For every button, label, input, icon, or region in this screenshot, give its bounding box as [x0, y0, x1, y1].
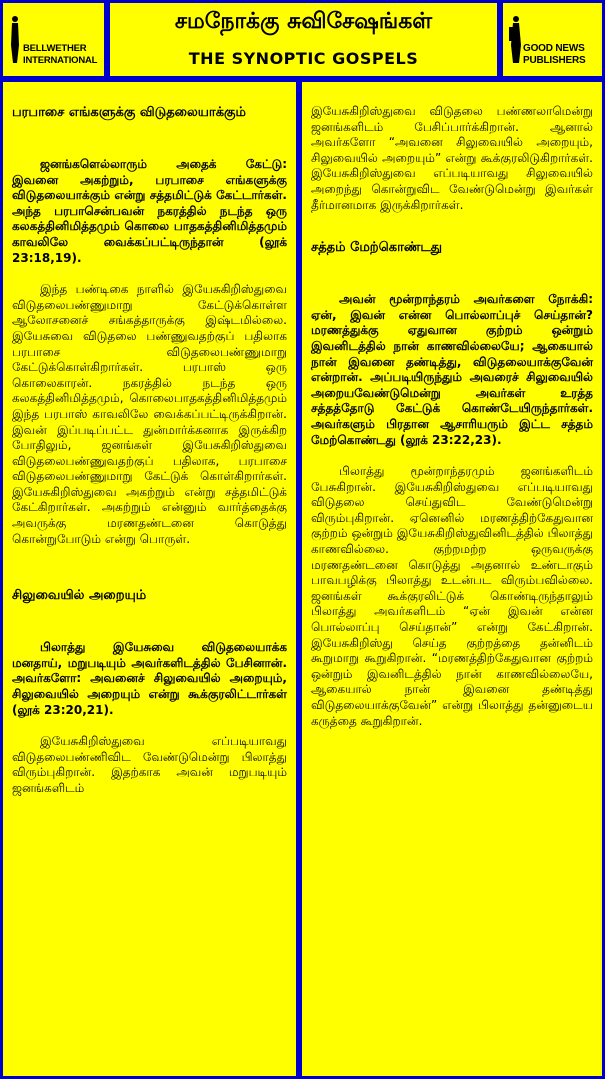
- publisher-logo-right: [503, 3, 602, 76]
- figure-icon: [509, 15, 523, 65]
- right-column: [302, 82, 602, 1076]
- publisher-logo-left: [3, 3, 104, 76]
- left-column-text: [3, 104, 296, 797]
- logo-line-1: BELLWETHER: [23, 43, 87, 54]
- page-title-english: THE SYNOPTIC GOSPELS: [188, 49, 419, 68]
- scripture-quote: பிலாத்து இயேசுவை விடுதலையாக்க மனதாய், மறுபடியும் அவர்களிடத்தில் பேசினான். அவர்களோ: அவனைச் சிலுவையில் அறையும், சிலுவையில் அறையும் என்று கூக்குரலிட்டார்கள் (லூக் 23:20,21).: [12, 640, 287, 717]
- section-title: பரபாசை எங்களுக்கு விடுதலையாக்கும்: [12, 105, 246, 120]
- page-title-tamil: சமநோக்கு சுவிசேஷங்கள்: [174, 9, 433, 34]
- commentary-paragraph: பிலாத்து மூன்றாந்தரமும் ஜனங்களிடம் பேசுகிறான். இயேசுகிறிஸ்துவை எப்படியாவது விடுதலை செய்துவிட வேண்டுமென்று விரும்புகிறான். ஏனெனில் மரணத்திற்கேதுவான குற்றம் ஒன்றும் இயேசுகிறிஸ்துவினிடத்தில் பிலாத்து காணவில்லை. குற்றமற்ற ஒருவருக்கு மரணதண்டனை கொடுத்து அதனால் உண்டாகும் பாவபழிக்கு பிலாத்து உடன்பட விரும்பவில்லை. ஜனங்கள் கூக்குரலிட்டுக் கொண்டிருந்தாலும் பிலாத்து அவர்களிடம் “ஏன் இவன் என்ன பொல்லாப்பு செய்தான்” என்று கேட்கிறான். இயேசுகிறிஸ்து செய்த குற்றத்தை தன்னிடம் கூறுமாறு கூறுகிறான். “மரணத்திற்கேதுவான குற்றம் ஒன்றும் இவனிடத்தில் நான் காணவில்லையே, ஆகையால் நான் இவனை தண்டித்து விடுதலையாக்குவேன்” என்று பிலாத்து தன்னுடைய கருத்தை கூறுகிறான்.: [311, 464, 593, 728]
- logo-line-2: INTERNATIONAL: [23, 55, 98, 66]
- left-column: [3, 82, 296, 1076]
- section-title: சத்தம் மேற்கொண்டது: [311, 240, 443, 256]
- good-news-logo: [509, 13, 599, 68]
- scripture-quote: ஜனங்களெல்லாரும் அதைக் கேட்டு: இவனை அகற்றும், பரபாசை எங்களுக்கு விடுதலையாக்கும் என்று சத்தமிட்டுக் கேட்டார்கள். அந்த பரபாசென்பவன் நகரத்தில் நடந்த ஒரு கலகத்தினிமித்தமும் கொலை பாதகத்தினிமித்தமும் காவலிலே வைக்கப்பட்டிருந்தான் (லூக் 23:18,19).: [12, 157, 287, 265]
- logo-line-2: PUBLISHERS: [523, 55, 586, 66]
- scripture-quote: அவன் மூன்றாந்தரம் அவர்களை நோக்கி: ஏன், இவன் என்ன பொல்லாப்புச் செய்தான்? மரணத்துக்கு ஏதுவான குற்றம் ஒன்றும் இவனிடத்தில் நான் காணவில்லையே; ஆகையால் நான் இவனை தண்டித்து, விடுதலையாக்குவேன் என்றான். அப்படியிருந்தும் அவரைச் சிலுவையில் அறையவேண்டுமென்று அவர்கள் உரத்த சத்தத்தோடு கேட்டுக் கொண்டேயிருந்தார்கள். அவர்களும் பிரதான ஆசாரியரும் இட்ட சத்தம் மேற்கொண்டது (லூக் 23:22,23).: [311, 292, 593, 447]
- bellwether-logo: [9, 13, 99, 68]
- right-column-text: [302, 104, 602, 729]
- commentary-paragraph: இந்த பண்டிகை நாளில் இயேசுகிறிஸ்துவை விடுதலைபண்ணுமாறு கேட்டுக்கொள்ள ஆலோசனைச் சங்கத்தாருக்கு இஷ்டமில்லை. இயேசுவை விடுதலை பண்ணுவதற்குப் பதிலாக பரபாசை விடுதலைபண்ணுமாறு கேட்டுக்கொள்கிறார்கள். பரபாஸ் ஒரு கொலைகாரன். நகரத்தில் நடந்த ஒரு கலகத்தினிமித்தமும், கொலைபாதகத்தினிமித்தமும் இந்த பரபாஸ் காவலிலே வைக்கப்பட்டிருக்கிறான். இவன் இப்படிப்பட்ட துன்மார்க்கனாக இருக்கிற போதிலும், ஜனங்கள் இயேசுகிறிஸ்துவை விடுதலைபண்ணுவதற்குப் பதிலாக, பரபாசை விடுதலைபண்ணுமாறு கேட்டுக் கொள்கிறார்கள். இயேசுகிறிஸ்துவை அகற்றும் என்று சத்தமிட்டுக் கேட்கிறார்கள். அகற்றும் என்னும் வார்த்தைக்கு அவருக்கு மரணதண்டனை கொடுத்து கொன்றுபோடும் என்று பொருள்.: [12, 282, 287, 546]
- logo-line-1: GOOD NEWS: [523, 43, 585, 54]
- figure-icon: [9, 15, 21, 65]
- commentary-paragraph: இயேசுகிறிஸ்துவை விடுதலை பண்ணலாமென்று ஜனங்களிடம் பேசிப்பார்க்கிறான். ஆனால் அவர்களோ “அவனை சிலுவையில் அறையும், சிலுவையில் அறையும்” என்று கூக்குரலிடுகிறார்கள். இயேசுகிறிஸ்துவை எப்படியாவது சிலுவையில் அறைந்து கொன்றுவிட வேண்டுமென்று இவர்கள் தீர்மானமாக இருக்கிறார்கள்.: [311, 104, 593, 212]
- commentary-paragraph: இயேசுகிறிஸ்துவை எப்படியாவது விடுதலைபண்ணிவிட வேண்டுமென்று பிலாத்து விரும்புகிறான். இதற்காக அவன் மறுபடியும் ஜனங்களிடம்: [12, 734, 287, 795]
- title-banner: [110, 3, 497, 76]
- section-title: சிலுவையில் அறையும்: [12, 588, 147, 604]
